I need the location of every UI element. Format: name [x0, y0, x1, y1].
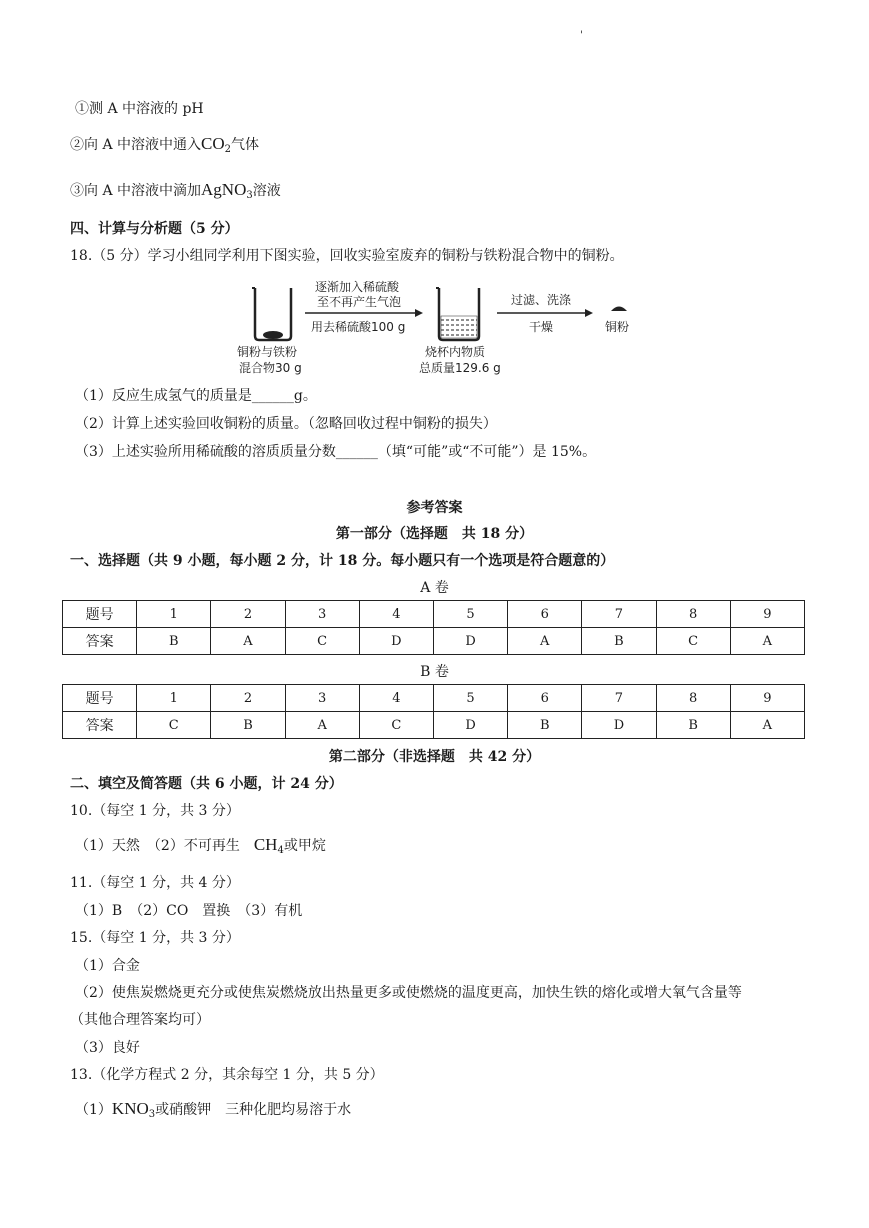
q13-heading: 13.（化学方程式 2 分，其余每空 1 分，共 5 分）: [70, 1067, 384, 1083]
q17-option-2-pre: ②向 A 中溶液中通入: [70, 137, 202, 153]
copper-powder-icon: [611, 307, 627, 312]
table-cell: 5: [433, 601, 507, 628]
part2-title: 第二部分（非选择题 共 42 分）: [328, 749, 541, 765]
product-label: 铜粉: [605, 320, 630, 334]
table-cell: 8: [656, 601, 730, 628]
q18-sub-3: （3）上述实验所用稀硫酸的溶质质量分数______（填“可能”或“不可能”）是 15%。: [75, 444, 597, 460]
arrow-2-icon: [497, 309, 593, 317]
section2-title: 二、填空及简答题（共 6 小题，计 24 分）: [70, 776, 343, 792]
q15-answer-3: （3）良好: [75, 1040, 140, 1056]
table-cell: A: [730, 712, 804, 739]
part1-title: 第一部分（选择题 共 18 分）: [335, 526, 534, 542]
beaker-1-label-2: 混合物30 g: [239, 361, 302, 375]
section1-title: 一、选择题（共 9 小题，每小题 2 分，计 18 分。每小题只有一个选项是符合题意的）: [70, 553, 615, 569]
beaker-1-label-1: 铜粉与铁粉: [237, 345, 298, 359]
table-cell: 2: [211, 685, 285, 712]
q10-answer: [75, 835, 326, 855]
q17-option-3-post: 溶液: [252, 183, 281, 199]
table-cell: 7: [582, 685, 656, 712]
q18-sub-2: （2）计算上述实验回收铜粉的质量。（忽略回收过程中铜粉的损失）: [75, 416, 497, 432]
table-cell: 5: [433, 685, 507, 712]
section4-title: 四、计算与分析题（5 分）: [70, 221, 239, 237]
table-cell: 7: [582, 601, 656, 628]
table-cell: 8: [656, 685, 730, 712]
table-cell: 3: [285, 601, 359, 628]
table-cell: 9: [730, 685, 804, 712]
q10-answer-post: 或甲烷: [283, 838, 326, 854]
page-mark: ': [580, 30, 583, 41]
table-cell: D: [582, 712, 656, 739]
q17-option-2-sub: 2: [224, 144, 232, 155]
q15-answer-2-line-2: （其他合理答案均可）: [70, 1012, 210, 1028]
q15-heading: 15.（每空 1 分，共 3 分）: [70, 930, 240, 946]
beaker-2-label-1: 烧杯内物质: [425, 345, 486, 359]
table-cell: 1: [137, 601, 211, 628]
q17-option-2-post: 气体: [231, 137, 260, 153]
table-cell: C: [137, 712, 211, 739]
table-cell: B: [656, 712, 730, 739]
table-row: [63, 628, 805, 655]
table-cell: A: [211, 628, 285, 655]
beaker-2-label-2: 总质量129.6 g: [419, 361, 501, 375]
q13-answer-pre: （1）: [75, 1102, 112, 1118]
answer-table-a: [62, 600, 805, 655]
q18-sub-1: （1）反应生成氢气的质量是______g。: [75, 388, 317, 404]
step1-label-top-2: 至不再产生气泡: [317, 295, 402, 309]
step2-label-bottom: 干燥: [529, 320, 554, 334]
q10-formula: CH: [253, 835, 278, 854]
step2-label-top: 过滤、洗涤: [511, 293, 572, 307]
arrow-1-icon: [305, 309, 423, 317]
q17-option-2-formula: CO: [201, 134, 225, 153]
table-cell: A: [508, 628, 582, 655]
table-b-label: B 卷: [420, 664, 449, 680]
table-row: [63, 601, 805, 628]
beaker-1-icon: [252, 288, 291, 340]
q17-option-3: [70, 180, 281, 200]
table-cell: D: [433, 712, 507, 739]
q17-option-1: ①测 A 中溶液的 pH: [75, 101, 204, 117]
table-cell: 1: [137, 685, 211, 712]
q13-answer-post: 或硝酸钾 三种化肥均易溶于水: [155, 1102, 352, 1118]
table-cell: 4: [359, 685, 433, 712]
q13-answer: [75, 1099, 351, 1119]
q17-option-3-sub: 3: [246, 190, 253, 201]
q17-option-3-formula: AgNO: [201, 180, 247, 199]
q10-answer-pre: （1）天然 （2）不可再生: [75, 838, 240, 854]
table-cell: D: [359, 628, 433, 655]
table-row: [63, 712, 805, 739]
table-cell: A: [285, 712, 359, 739]
experiment-diagram: [225, 276, 645, 376]
table-cell: 6: [508, 685, 582, 712]
q18-stem: 18.（5 分）学习小组同学利用下图实验，回收实验室废弃的铜粉与铁粉混合物中的铜粉。: [70, 248, 624, 264]
table-cell: 3: [285, 685, 359, 712]
table-cell: 4: [359, 601, 433, 628]
answer-table-b: [62, 684, 805, 739]
table-cell: C: [656, 628, 730, 655]
table-cell: B: [582, 628, 656, 655]
step1-label-top-1: 逐渐加入稀硫酸: [315, 280, 400, 294]
q17-option-2: [70, 134, 259, 154]
table-cell: 答案: [63, 712, 137, 739]
table-cell: 2: [211, 601, 285, 628]
table-cell: 题号: [63, 685, 137, 712]
table-cell: B: [508, 712, 582, 739]
table-cell: D: [433, 628, 507, 655]
q10-formula-sub: 4: [277, 845, 284, 856]
table-cell: 9: [730, 601, 804, 628]
table-cell: B: [137, 628, 211, 655]
q11-heading: 11.（每空 1 分，共 4 分）: [70, 875, 240, 891]
q15-answer-2-line-1: （2）使焦炭燃烧更充分或使焦炭燃烧放出热量更多或使燃烧的温度更高，加快生铁的熔化或增大氧气含量等: [75, 985, 742, 1001]
q10-heading: 10.（每空 1 分，共 3 分）: [70, 803, 240, 819]
table-cell: C: [285, 628, 359, 655]
table-cell: A: [730, 628, 804, 655]
answers-title: 参考答案: [406, 500, 463, 516]
q15-answer-1: （1）合金: [75, 958, 140, 974]
table-cell: 题号: [63, 601, 137, 628]
beaker-2-icon: [436, 288, 479, 340]
step1-label-bottom: 用去稀硫酸100 g: [311, 320, 406, 334]
q11-answer: （1）B （2）CO 置换 （3）有机: [75, 903, 303, 919]
table-cell: B: [211, 712, 285, 739]
table-a-label: A 卷: [420, 580, 449, 596]
q13-formula-sub: 3: [148, 1109, 156, 1120]
table-cell: 答案: [63, 628, 137, 655]
table-cell: C: [359, 712, 433, 739]
table-row: [63, 685, 805, 712]
table-cell: 6: [508, 601, 582, 628]
q17-option-3-pre: ③向 A 中溶液中滴加: [70, 183, 202, 199]
q13-formula: KNO: [111, 1099, 149, 1118]
